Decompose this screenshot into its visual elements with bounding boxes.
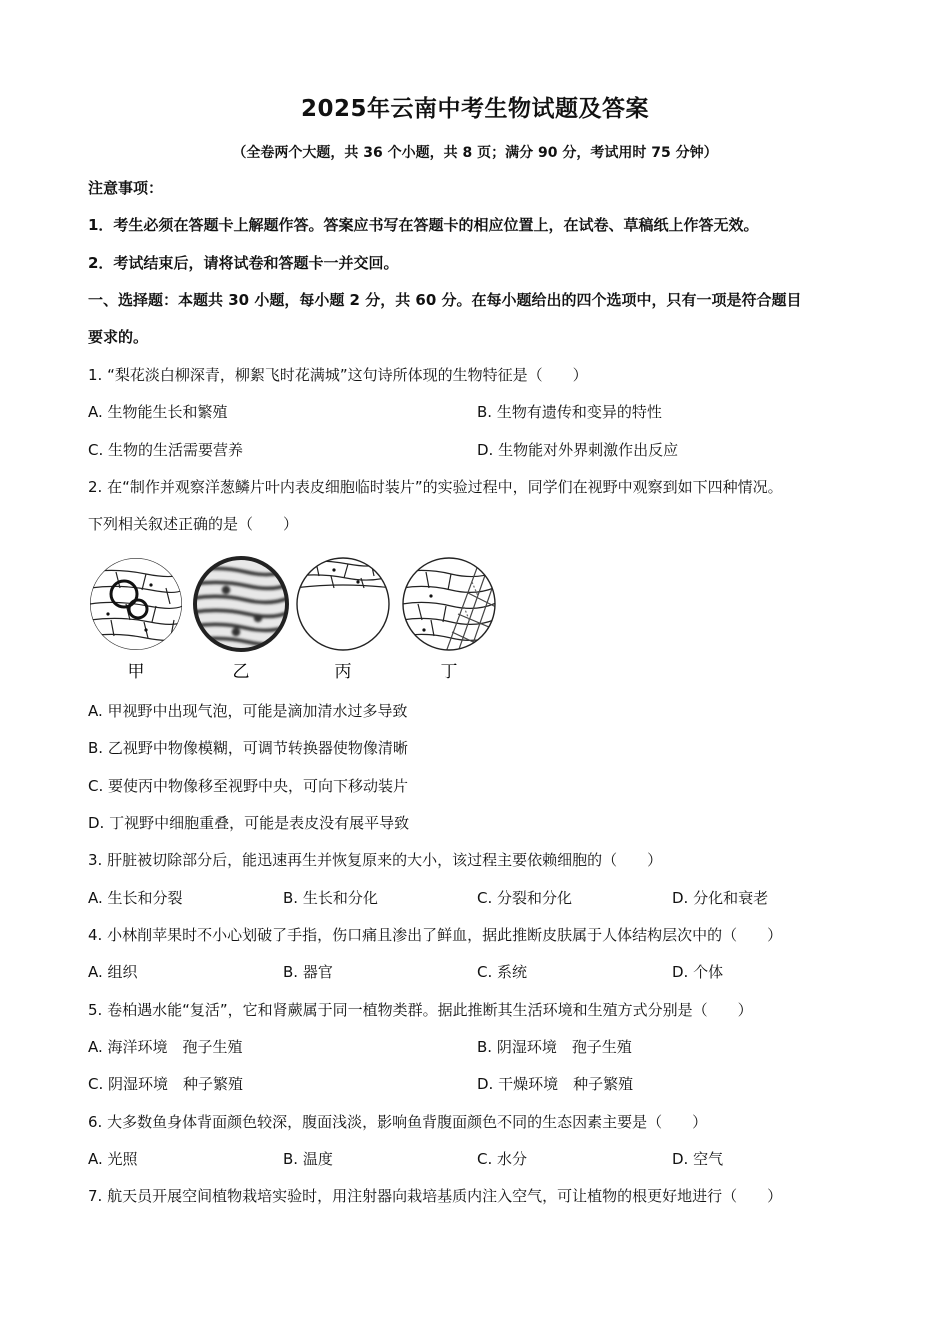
page-title: 2025年云南中考生物试题及答案: [300, 96, 649, 122]
q1-option-a: A. 生物能生长和繁殖: [88, 403, 228, 421]
q5-option-a: A. 海洋环境 孢子生殖: [88, 1038, 243, 1056]
field-jia: [90, 558, 186, 650]
q3-stem: 3. 肝脏被切除部分后，能迅速再生并恢复原来的大小，该过程主要依赖细胞的（ ）: [88, 851, 663, 869]
q4-option-d: D. 个体: [672, 963, 724, 981]
exam-info: （全卷两个大题，共 36 个小题，共 8 页；满分 90 分，考试用时 75 分钟）: [232, 145, 718, 161]
microscope-fields-figure: [86, 552, 506, 687]
q2-stem-line1: 2. 在“制作并观察洋葱鳞片叶内表皮细胞临时装片”的实验过程中，同学们在视野中观察到如下四种情况。: [88, 478, 783, 496]
q6-option-b: B. 温度: [283, 1150, 333, 1168]
q1-option-c: C. 生物的生活需要营养: [88, 441, 244, 459]
field-ding: [402, 557, 496, 652]
field-yi: [194, 558, 291, 650]
q1-option-d: D. 生物能对外界刺激作出反应: [477, 441, 679, 459]
q4-option-a: A. 组织: [88, 963, 138, 981]
q4-option-c: C. 系统: [477, 963, 528, 981]
field-bing: [294, 558, 392, 650]
q3-option-b: B. 生长和分化: [283, 889, 378, 907]
section-heading-line1: 一、选择题：本题共 30 小题，每小题 2 分，共 60 分。在每小题给出的四个选项中，只有一项是符合题目: [88, 291, 802, 309]
q5-option-b: B. 阴湿环境 孢子生殖: [477, 1038, 632, 1056]
q2-option-b: B. 乙视野中物像模糊，可调节转换器使物像清晰: [88, 739, 408, 757]
label-yi: 乙: [232, 662, 250, 682]
notice-item-2: 2．考试结束后，请将试卷和答题卡一并交回。: [88, 254, 399, 272]
q4-stem: 4. 小林削苹果时不小心划破了手指，伤口痛且渗出了鲜血，据此推断皮肤属于人体结构层次中的（ ）: [88, 926, 783, 944]
q2-option-a: A. 甲视野中出现气泡，可能是滴加清水过多导致: [88, 702, 408, 720]
q7-stem: 7. 航天员开展空间植物栽培实验时，用注射器向栽培基质内注入空气，可让植物的根更好地进行（ ）: [88, 1187, 783, 1205]
label-ding: 丁: [440, 662, 458, 682]
q6-option-c: C. 水分: [477, 1150, 528, 1168]
label-jia: 甲: [127, 662, 145, 682]
q5-stem: 5. 卷柏遇水能“复活”，它和肾蕨属于同一植物类群。据此推断其生活环境和生殖方式分别是（ ）: [88, 1001, 753, 1019]
q2-stem-line2: 下列相关叙述正确的是（ ）: [88, 515, 299, 533]
notice-heading: 注意事项：: [88, 179, 164, 197]
q5-option-c: C. 阴湿环境 种子繁殖: [88, 1075, 244, 1093]
section-heading-line2: 要求的。: [88, 328, 149, 346]
notice-item-1: 1．考生必须在答题卡上解题作答。答案应书写在答题卡的相应位置上，在试卷、草稿纸上作答无效。: [88, 216, 759, 234]
q3-option-c: C. 分裂和分化: [477, 889, 573, 907]
q5-option-d: D. 干燥环境 种子繁殖: [477, 1075, 634, 1093]
q2-option-d: D. 丁视野中细胞重叠，可能是表皮没有展平导致: [88, 814, 410, 832]
q6-option-d: D. 空气: [672, 1150, 724, 1168]
q3-option-d: D. 分化和衰老: [672, 889, 769, 907]
q6-stem: 6. 大多数鱼身体背面颜色较深，腹面浅淡，影响鱼背腹面颜色不同的生态因素主要是（ ）: [88, 1113, 708, 1131]
q4-option-b: B. 器官: [283, 963, 333, 981]
q1-option-b: B. 生物有遗传和变异的特性: [477, 403, 662, 421]
q6-option-a: A. 光照: [88, 1150, 138, 1168]
q2-option-c: C. 要使丙中物像移至视野中央，可向下移动装片: [88, 777, 409, 795]
q3-option-a: A. 生长和分裂: [88, 889, 183, 907]
label-bing: 丙: [334, 662, 352, 682]
q1-stem: 1. “梨花淡白柳深青，柳絮飞时花满城”这句诗所体现的生物特征是（ ）: [88, 366, 588, 384]
